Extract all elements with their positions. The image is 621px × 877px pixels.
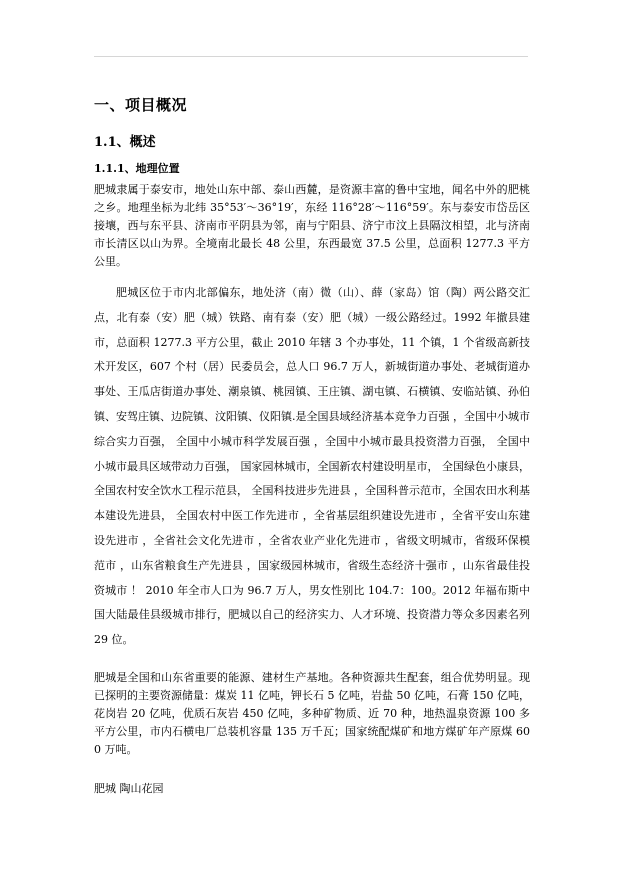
header-divider bbox=[94, 56, 528, 57]
section-heading-1-1-1: 1.1.1、地理位置 bbox=[94, 162, 180, 175]
paragraph-resources: 肥城是全国和山东省重要的能源、建材生产基地。各种资源共生配套，组合优势明显。现已探明的主要资源储量：煤炭 11 亿吨，钾长石 5 亿吨，岩盐 50 亿吨，石膏 150 亿吨，花岗岩 20 亿吨，优质石灰岩 450 亿吨，多种矿物质、近 70 种，地热温泉资源 100 多平方公里，市内石横电厂总装机容量 135 万千瓦；国家统配煤矿和地方煤矿年产原煤 600 万吨。 bbox=[94, 671, 530, 756]
footer-caption: 肥城 陶山花园 bbox=[94, 782, 164, 795]
section-heading-1: 一、项目概况 bbox=[94, 96, 188, 114]
paragraph-location-honors: 肥城区位于市内北部偏东，地处济（南）微（山）、薛（家岛）馆（陶）两公路交汇点，北有泰（安）肥（城）铁路、南有泰（安）肥（城）一级公路经过。1992 年撤县建市，总面积 1277.3 平方公里，截止 2010 年辖 3 个办事处，11 个镇，1 个省级高新技术开发区，607 个村（居）民委员会，总人口 96.7 万人，新城街道办事处、老城街道办事处、王瓜店街道办事处、潮泉镇、桃园镇、王庄镇、湖屯镇、石横镇、安临站镇、孙伯镇、安驾庄镇、边院镇、汶阳镇、仪阳镇.是全国县域经济基本竞争力百强 ，全国中小城市综合实力百强， 全国中小城市科学发展百强 ，全国中小城市最具投资潜力百强， 全国中小城市最具区域带动力百强， 国家园林城市，全国新农村建设明星市， 全国绿色小康县， 全国农村安全饮水工程示范县， 全国科技进步先进县 ，全国科普示范市，全国农田水利基本建设先进县， 全国农村中医工作先进市 ，全省基层组织建设先进市 ，全省平安山东建设先进市 ，全省社会文化先进市 ，全省农业产业化先进市 ，省级文明城市，省级环保模范市 ，山东省粮食生产先进县 ，国家级园林城市，省级生态经济十强市 ，山东省最佳投资城市 ！ 2010 年全市人口为 96.7 万人，男女性别比 104.7：100。2012 年福布斯中国大陆最佳县级城市排行，肥城以自己的经济实力、人才环境、投资潜力等众多因素名列 29 位。 bbox=[94, 286, 530, 647]
section-heading-1-1: 1.1、概述 bbox=[94, 135, 156, 150]
paragraph-geography: 肥城隶属于泰安市，地处山东中部、泰山西麓，是资源丰富的鲁中宝地，闻名中外的肥桃之乡。地理坐标为北纬 35°53′～36°19′，东经 116°28′～116°59′。东与泰安市岱岳区接壤，西与东平县、济南市平阴县为邻，南与宁阳县、济宁市汶上县隔汶相望，北与济南市长清区以山为界。全境南北最长 48 公里，东西最宽 37.5 公里，总面积 1277.3 平方公里。 bbox=[94, 183, 530, 268]
